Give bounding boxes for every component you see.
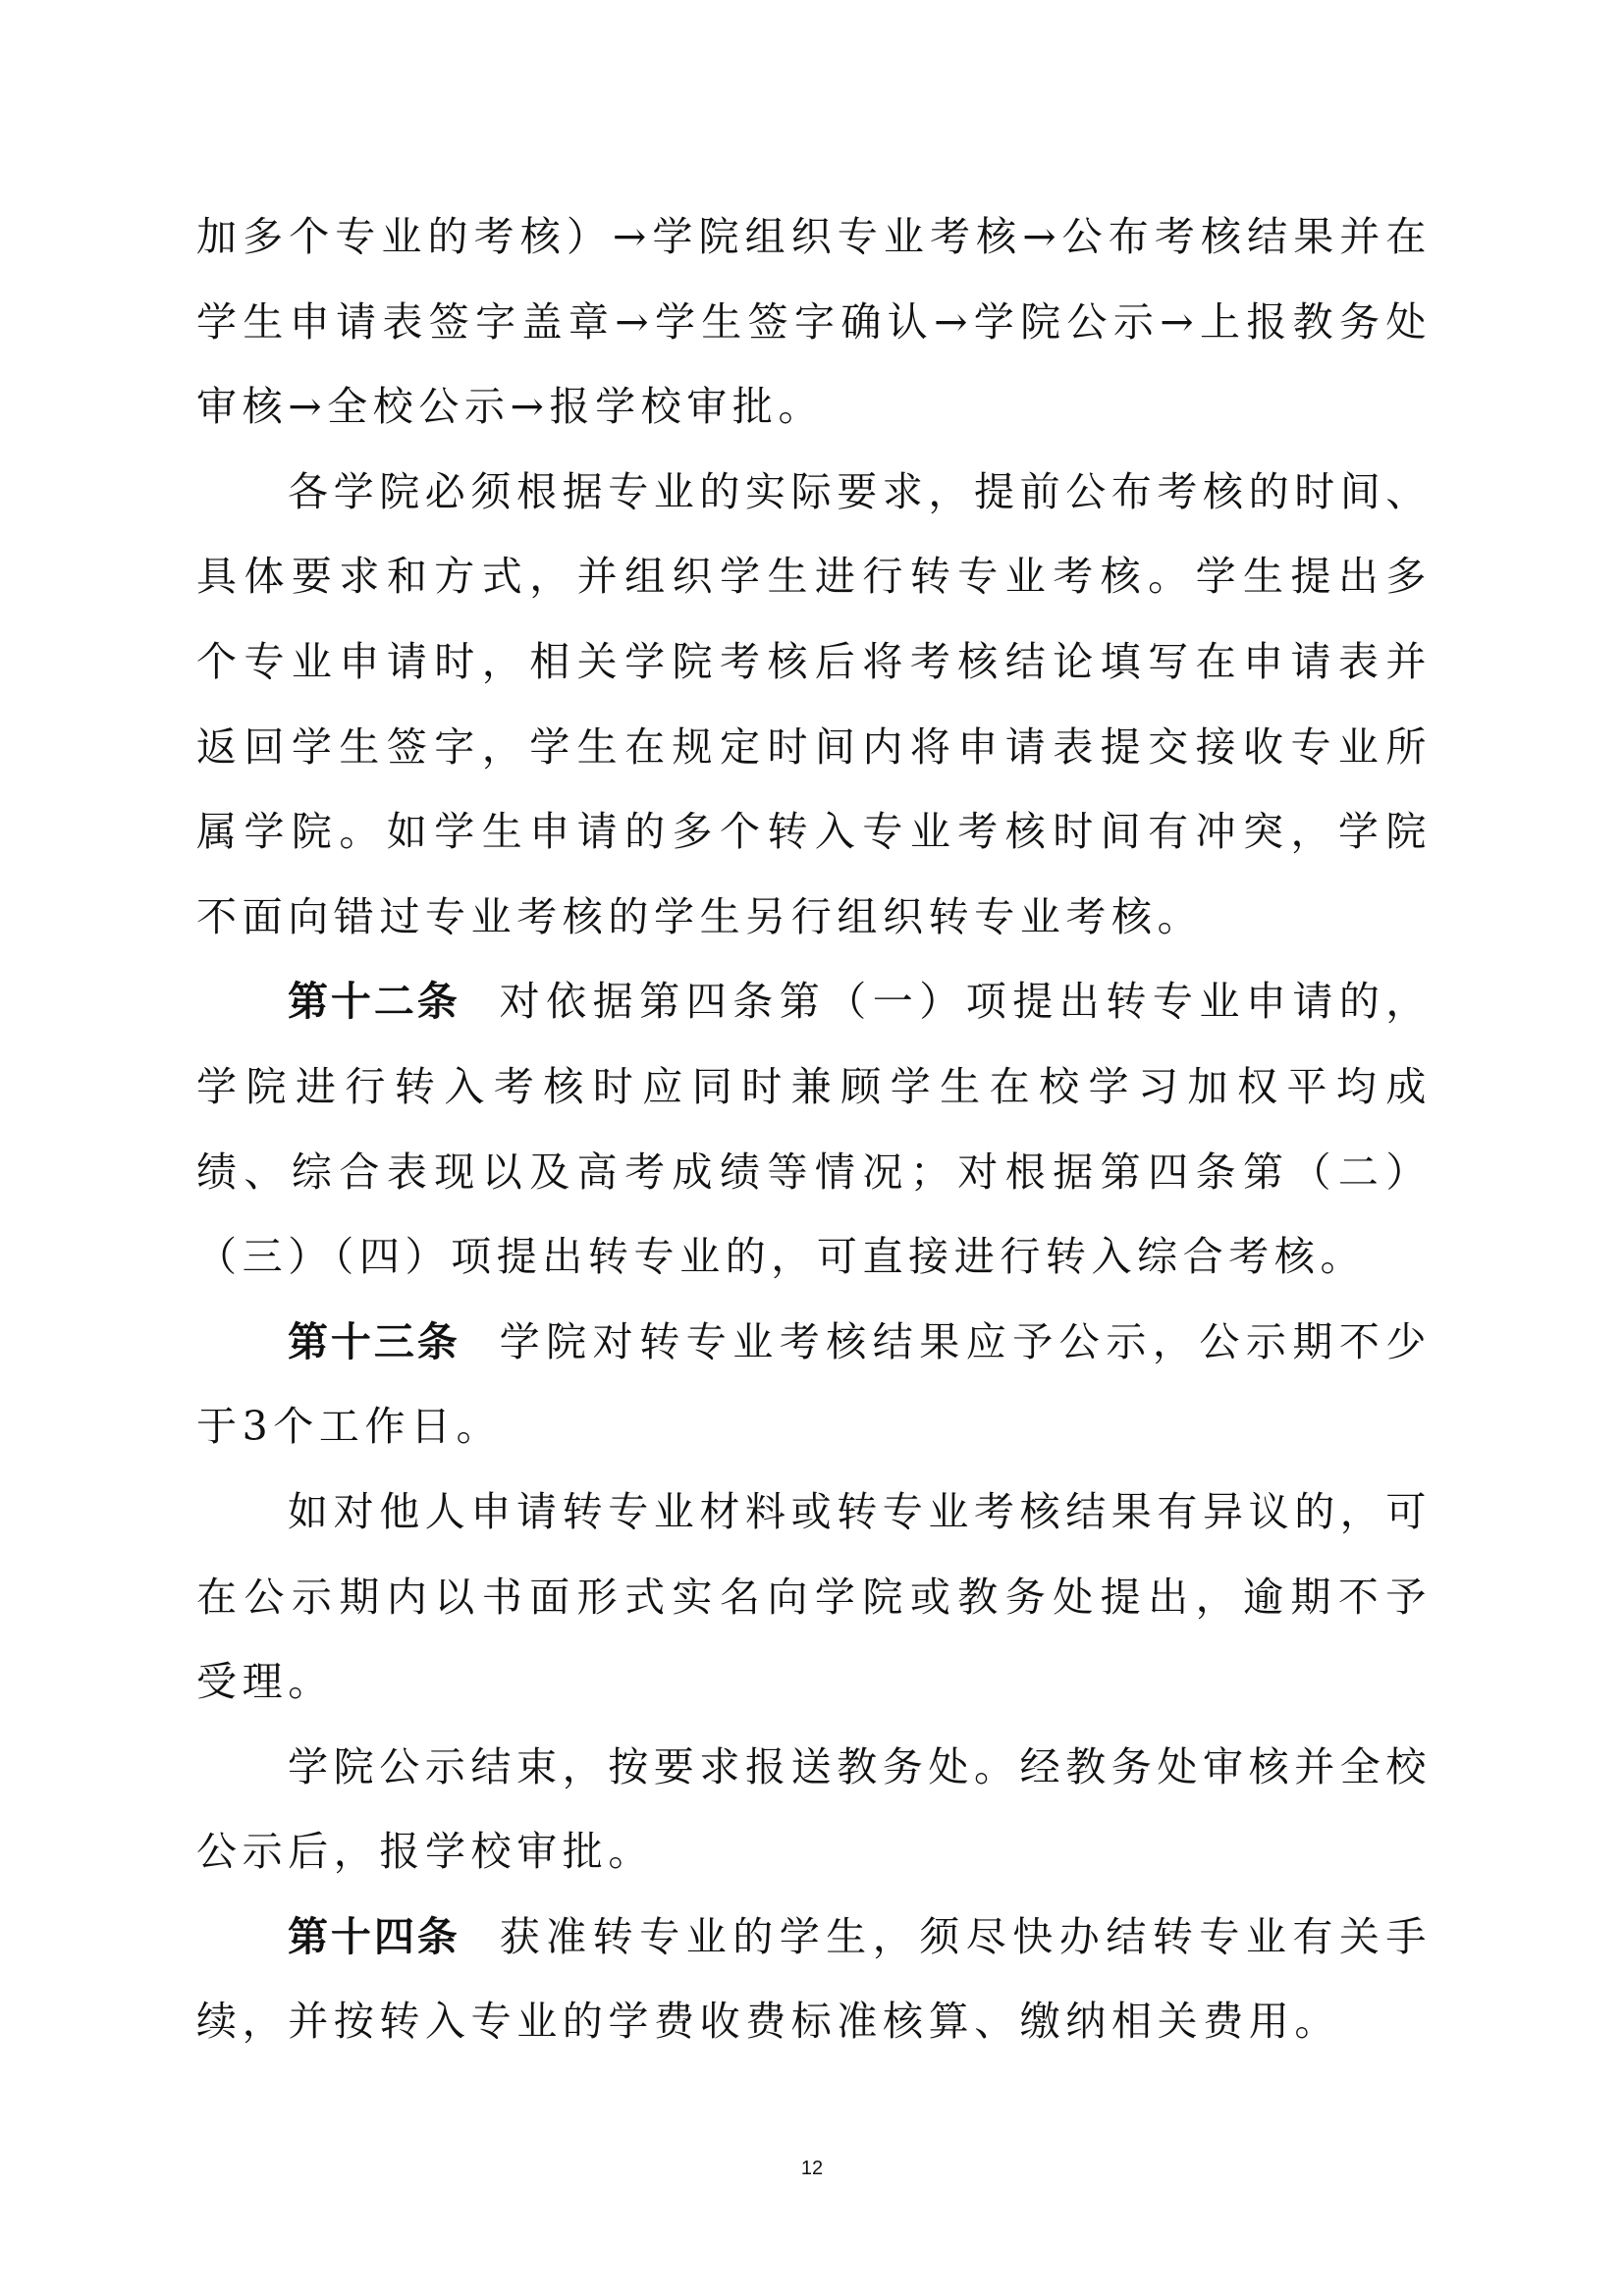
- article-label: 第十四条: [288, 1912, 460, 1960]
- paragraph-text: 加多个专业的考核）→学院组织专业考核→公布考核结果并在学生申请表签字盖章→学生签字确认→学院公示→上报教务处审核→全校公示→报学校审批。: [196, 213, 1432, 431]
- paragraph-assessment-requirements: [196, 450, 1432, 960]
- paragraph-submission: [196, 1725, 1432, 1895]
- paragraph-text: 获准转专业的学生，须尽快办结转专业有关手续，并按转入专业的学费收费标准核算、缴纳相关费用。: [196, 1912, 1433, 2046]
- article-14: [196, 1895, 1432, 2064]
- paragraph-process-flow: [196, 194, 1432, 450]
- paragraph-text: 学院对转专业考核结果应予公示，公示期不少于3个工作日。: [196, 1317, 1433, 1451]
- paragraph-objection: [196, 1469, 1432, 1725]
- paragraph-text: 学院公示结束，按要求报送教务处。经教务处审核并全校公示后，报学校审批。: [196, 1742, 1432, 1876]
- article-13: [196, 1300, 1432, 1469]
- article-12: [196, 959, 1432, 1299]
- paragraph-text: 如对他人申请转专业材料或转专业考核结果有异议的，可在公示期内以书面形式实名向学院或教务处提出，逾期不予受理。: [196, 1487, 1432, 1706]
- article-label: 第十二条: [288, 978, 460, 1026]
- paragraph-text: 各学院必须根据专业的实际要求，提前公布考核的时间、具体要求和方式，并组织学生进行转专业考核。学生提出多个专业申请时，相关学院考核后将考核结论填写在申请表并返回学生签字，学生在规定时间内将申请表提交接收专业所属学院。如学生申请的多个转入专业考核时间有冲突，学院不面向错过专业考核的学生另行组织转专业考核。: [196, 467, 1432, 940]
- paragraph-text: 对依据第四条第（一）项提出转专业申请的，学院进行转入考核时应同时兼顾学生在校学习加权平均成绩、综合表现以及高考成绩等情况；对根据第四条第（二）（三）（四）项提出转专业的，可直接进行转入综合考核。: [196, 978, 1433, 1281]
- document-body: [196, 194, 1432, 2064]
- article-label: 第十三条: [288, 1317, 460, 1365]
- page-number: 12: [800, 2158, 824, 2179]
